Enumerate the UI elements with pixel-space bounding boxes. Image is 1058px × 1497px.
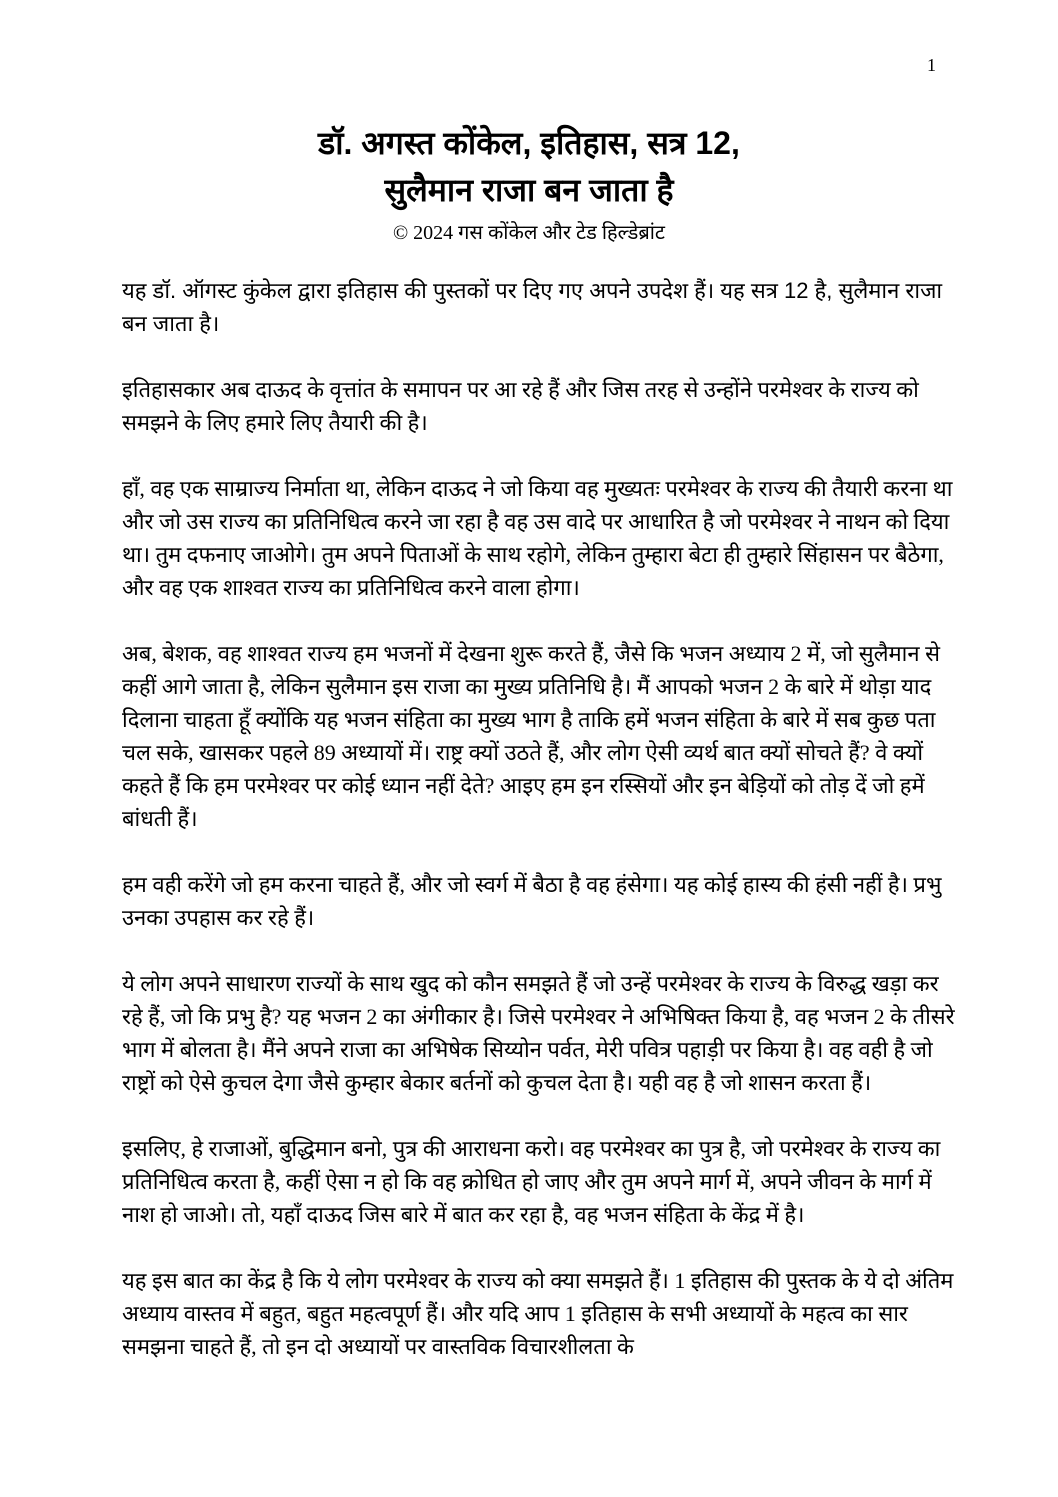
copyright-line: © 2024 गस कोंकेल और टेड हिल्डेब्रांट [392,222,666,244]
paragraph: यह डॉ. ऑगस्ट कुंकेल द्वारा इतिहास की पुस्तकों पर दिए गए अपने उपदेश हैं। यह सत्र 12 है, सुलैमान राजा बन जाता है। [122,278,943,336]
title-block [0,0,1058,247]
paragraph: इसलिए, हे राजाओं, बुद्धिमान बनो, पुत्र की आराधना करो। वह परमेश्वर का पुत्र है, जो परमेश्वर के राज्य का प्रतिनिधित्व करता है, कहीं ऐसा न हो कि वह क्रोधित हो जाए और तुम अपने मार्ग में, अपने जीवन के मार्ग में नाश हो जाओ। तो, यहाँ दाऊद जिस बारे में बात कर रहा है, वह भजन संहिता के केंद्र में है। [122,1136,941,1227]
paragraph: हम वही करेंगे जो हम करना चाहते हैं, और जो स्वर्ग में बैठा है वह हंसेगा। यह कोई हास्य की हंसी नहीं है। प्रभु उनका उपहास कर रहे हैं। [122,872,942,930]
paragraph: हाँ, वह एक साम्राज्य निर्माता था, लेकिन दाऊद ने जो किया वह मुख्यतः परमेश्वर के राज्य की तैयारी करना था और जो उस राज्य का प्रतिनिधित्व करने जा रहा है वह उस वादे पर आधारित है जो परमेश्वर ने नाथन को दिया था। तुम दफनाए जाओगे। तुम अपने पिताओं के साथ रहोगे, लेकिन तुम्हारा बेटा ही तुम्हारे सिंहासन पर बैठेगा, और वह एक शाश्वत राज्य का प्रतिनिधित्व करने वाला होगा। [122,476,953,600]
title-line-2: सुलैमान राजा बन जाता है [384,172,674,208]
document-body [0,274,1058,1363]
paragraph: इतिहासकार अब दाऊद के वृत्तांत के समापन पर आ रहे हैं और जिस तरह से उन्होंने परमेश्वर के राज्य को समझने के लिए हमारे लिए तैयारी की है। [122,377,919,435]
title-line-1: डॉ. अगस्त कोंकेल, इतिहास, सत्र 12, [318,125,740,161]
paragraph: यह इस बात का केंद्र है कि ये लोग परमेश्वर के राज्य को क्या समझते हैं। 1 इतिहास की पुस्तक के ये दो अंतिम अध्याय वास्तव में बहुत, बहुत महत्वपूर्ण हैं। और यदि आप 1 इतिहास के सभी अध्यायों के महत्व का सार समझना चाहते हैं, तो इन दो अध्यायों पर वास्तविक विचारशीलता के [122,1268,954,1359]
page-number: 1 [927,55,936,75]
paragraph: ये लोग अपने साधारण राज्यों के साथ खुद को कौन समझते हैं जो उन्हें परमेश्वर के राज्य के विरुद्ध खड़ा कर रहे हैं, जो कि प्रभु है? यह भजन 2 का अंगीकार है। जिसे परमेश्वर ने अभिषिक्त किया है, वह भजन 2 के तीसरे भाग में बोलता है। मैंने अपने राजा का अभिषेक सिय्योन पर्वत, मेरी पवित्र पहाड़ी पर किया है। वह वही है जो राष्ट्रों को ऐसे कुचल देगा जैसे कुम्हार बेकार बर्तनों को कुचल देता है। यही वह है जो शासन करता हैं। [122,971,955,1095]
page-title [0,120,1058,214]
paragraph: अब, बेशक, वह शाश्वत राज्य हम भजनों में देखना शुरू करते हैं, जैसे कि भजन अध्याय 2 में, जो सुलैमान से कहीं आगे जाता है, लेकिन सुलैमान इस राजा का मुख्य प्रतिनिधि है। मैं आपको भजन 2 के बारे में थोड़ा याद दिलाना चाहता हूँ क्योंकि यह भजन संहिता का मुख्य भाग है ताकि हमें भजन संहिता के बारे में सब कुछ पता चल सके, खासकर पहले 89 अध्यायों में। राष्ट्र क्यों उठते हैं, और लोग ऐसी व्यर्थ बात क्यों सोचते हैं? वे क्यों कहते हैं कि हम परमेश्वर पर कोई ध्यान नहीं देते? आइए हम इन रस्सियों और इन बेड़ियों को तोड़ दें जो हमें बांधती हैं। [122,641,940,831]
